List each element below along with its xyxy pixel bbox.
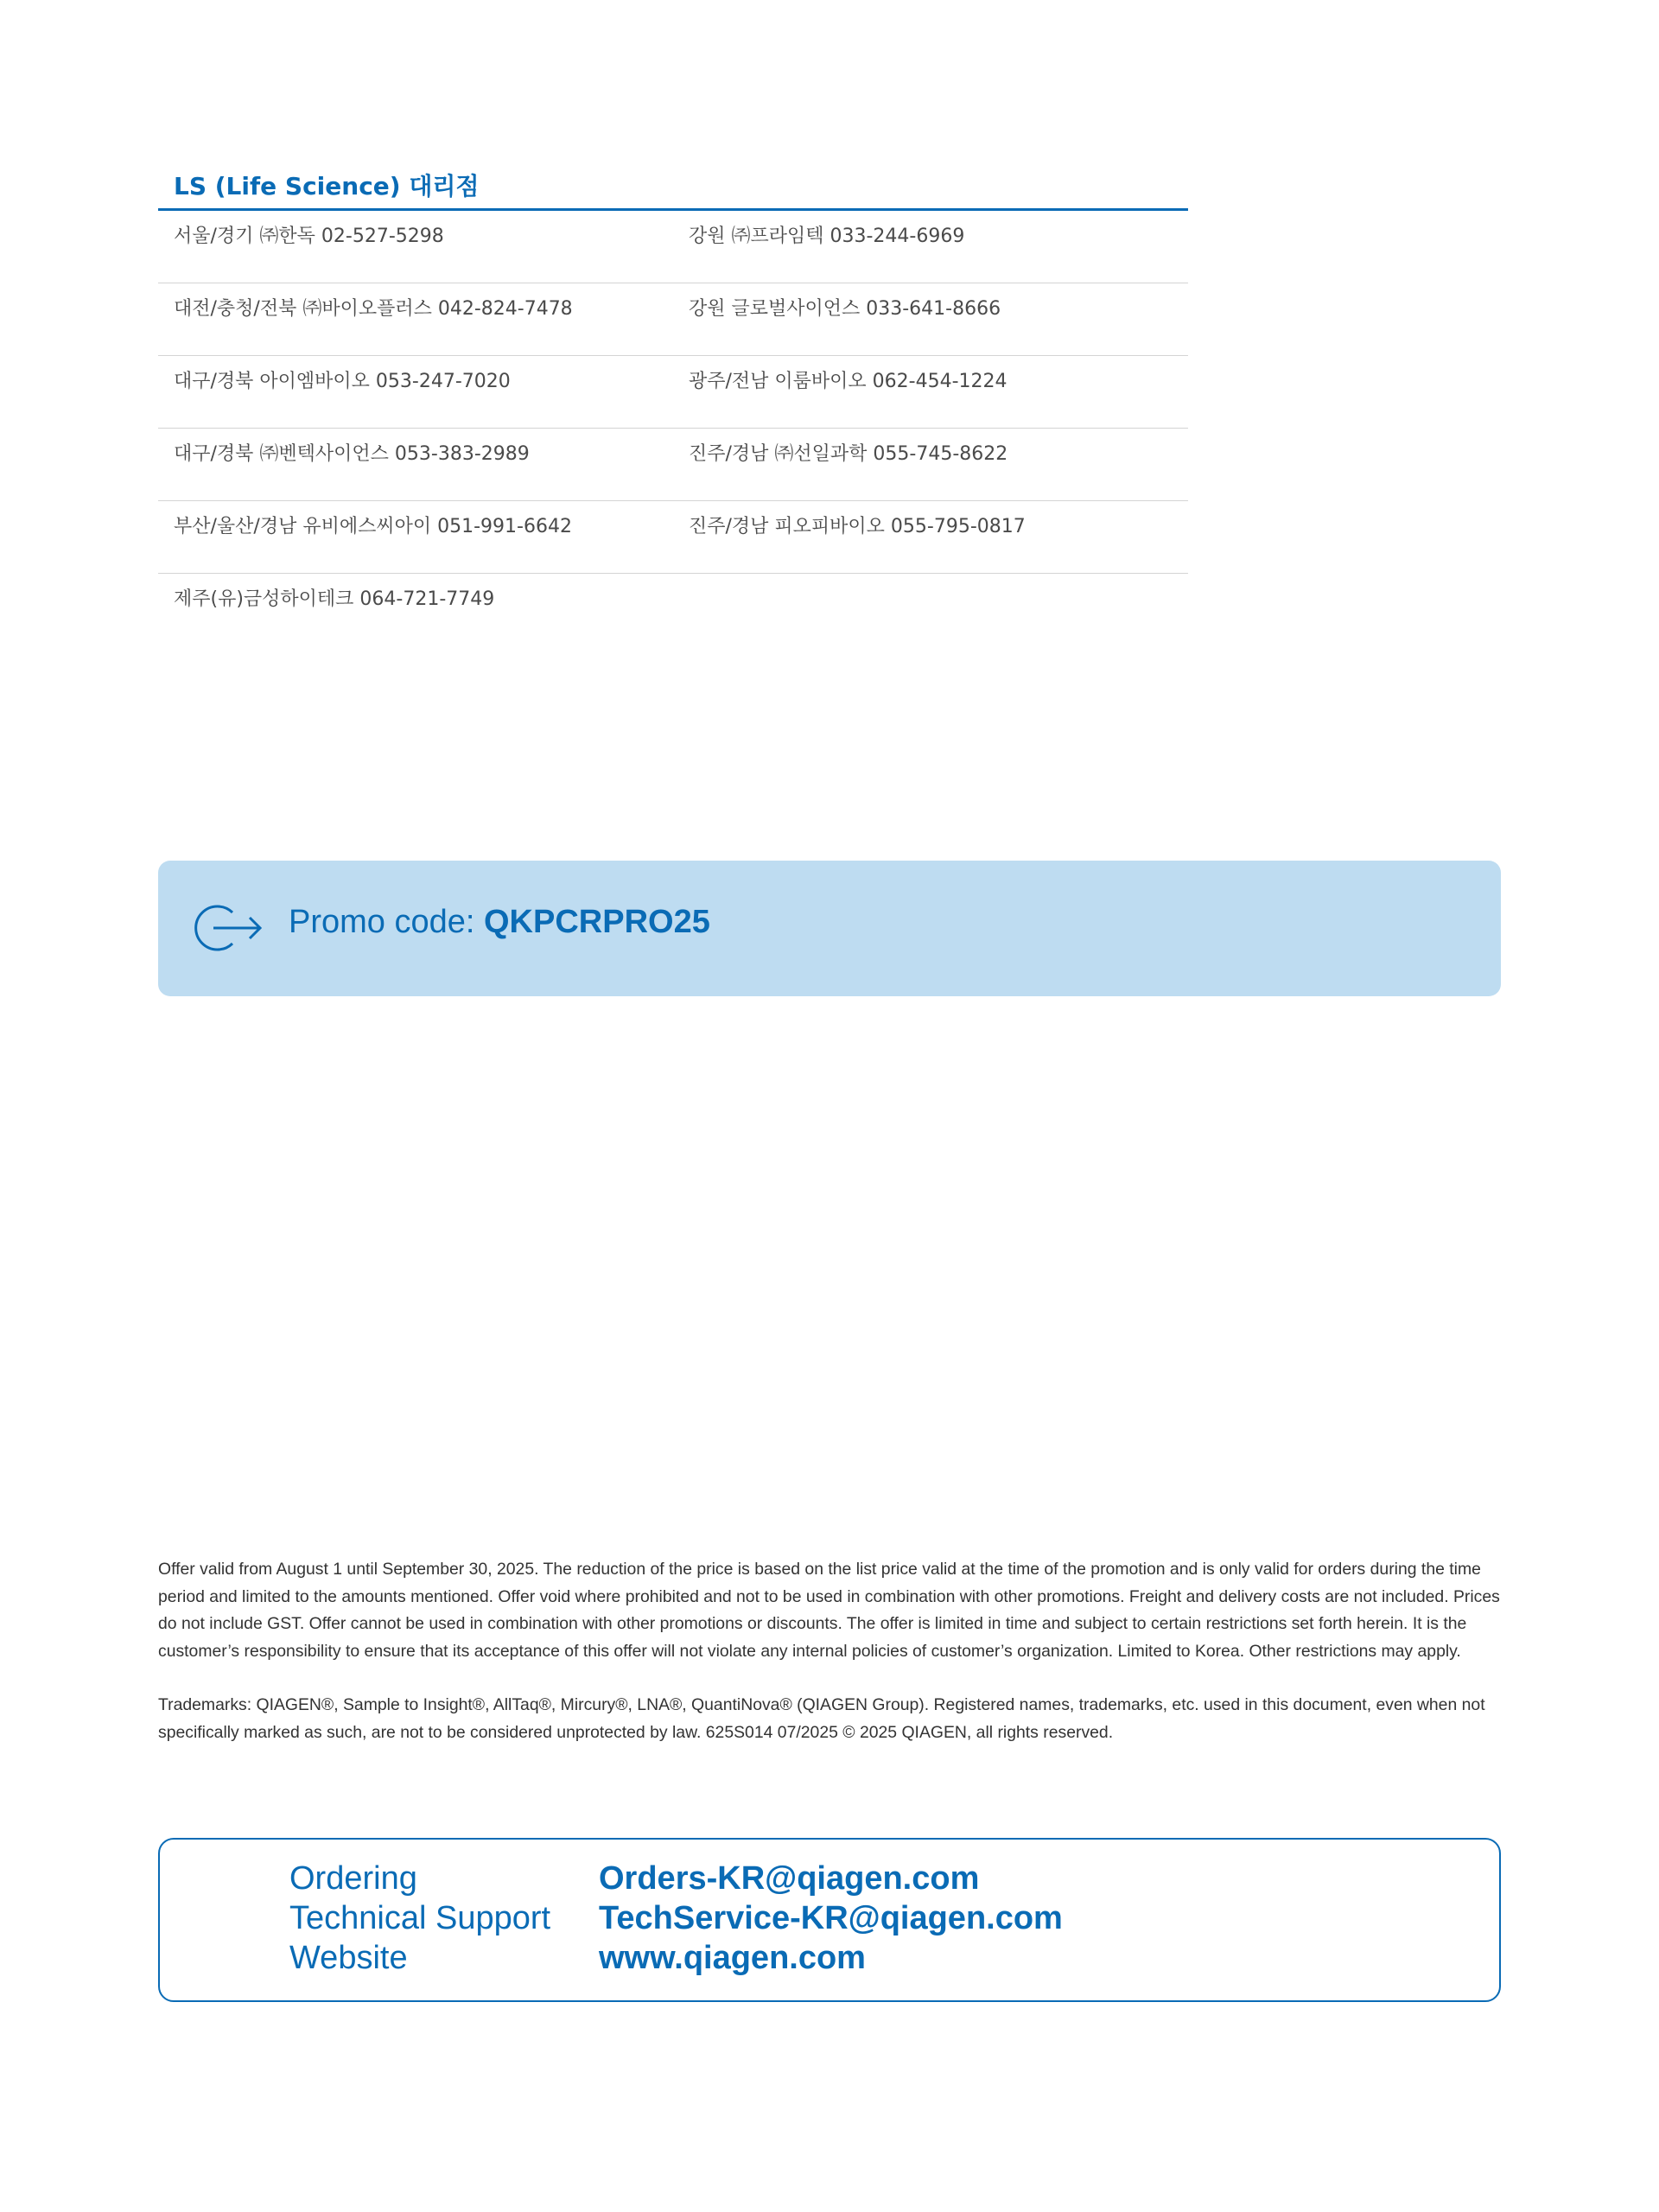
distributor-entry: 대구/경북 ㈜벤텍사이언스 053-383-2989 [174, 443, 530, 465]
contact-label-technical-support: Technical Support [289, 1900, 551, 1936]
promo-code: QKPCRPRO25 [484, 904, 710, 940]
distributor-list [158, 169, 1188, 646]
distributor-row [158, 429, 1188, 501]
orders-email-link[interactable]: Orders-KR@qiagen.com [599, 1860, 980, 1897]
techservice-email-link[interactable]: TechService-KR@qiagen.com [599, 1900, 1063, 1936]
distributor-entry: 강원 글로벌사이언스 033-641-8666 [689, 298, 1001, 320]
promo-banner [158, 861, 1501, 996]
distributor-entry [673, 574, 1188, 646]
distributor-entry: 부산/울산/경남 유비에스씨아이 051-991-6642 [174, 516, 572, 537]
distributor-row [158, 501, 1188, 574]
contact-label-website: Website [289, 1940, 408, 1976]
distributor-entry: 제주(유)금성하이테크 064-721-7749 [174, 588, 495, 610]
contact-box [158, 1838, 1501, 2002]
contact-labels [289, 1859, 550, 1978]
distributor-heading: LS (Life Science) 대리점 [158, 169, 1188, 211]
distributor-entry: 대전/충청/전북 ㈜바이오플러스 042-824-7478 [174, 298, 573, 320]
distributor-entry: 대구/경북 아이엠바이오 053-247-7020 [174, 371, 511, 392]
contact-values [599, 1859, 1063, 1978]
promo-label: Promo code: [289, 904, 484, 940]
distributor-entry: 광주/전남 이룸바이오 062-454-1224 [689, 371, 1007, 392]
distributor-entry: 강원 ㈜프라임텍 033-244-6969 [689, 226, 965, 247]
promo-code-text [289, 904, 710, 941]
distributor-entry: 서울/경기 ㈜한독 02-527-5298 [174, 226, 444, 247]
distributor-row [158, 574, 1188, 646]
contact-label-ordering: Ordering [289, 1860, 417, 1897]
distributor-entry: 진주/경남 피오피바이오 055-795-0817 [689, 516, 1026, 537]
trademarks-notice: Trademarks: QIAGEN®, Sample to Insight®, AllTaq®, Mircury®, LNA®, QuantiNova® (QIAGEN Group). Registered names, trademarks, etc. used in this document, even when not specifically marked as such, are not to be considered unprotected by law. 625S014 07/2025 © 2025 QIAGEN, all rights reserved. [158, 1695, 1485, 1742]
distributor-row [158, 356, 1188, 429]
arrow-exit-icon [188, 901, 264, 959]
website-link[interactable]: www.qiagen.com [599, 1940, 866, 1976]
distributor-row [158, 211, 1188, 283]
distributor-entry: 진주/경남 ㈜선일과학 055-745-8622 [689, 443, 1008, 465]
distributor-row [158, 283, 1188, 356]
offer-terms: Offer valid from August 1 until September 30, 2025. The reduction of the price is based on the list price valid at the time of the promotion and is only valid for orders during the time period and limited to the amounts mentioned. Offer void where prohibited and not to be used in combination with other promotions. Freight and delivery costs are not included. Prices do not include GST. Offer cannot be used in combination with other promotions or discounts. The offer is limited in time and subject to certain restrictions set forth herein. It is the customer’s responsibility to ensure that its acceptance of this offer will not violate any internal policies of customer’s organization. Limited to Korea. Other restrictions may apply. [158, 1560, 1500, 1661]
legal-text [158, 1556, 1502, 1747]
